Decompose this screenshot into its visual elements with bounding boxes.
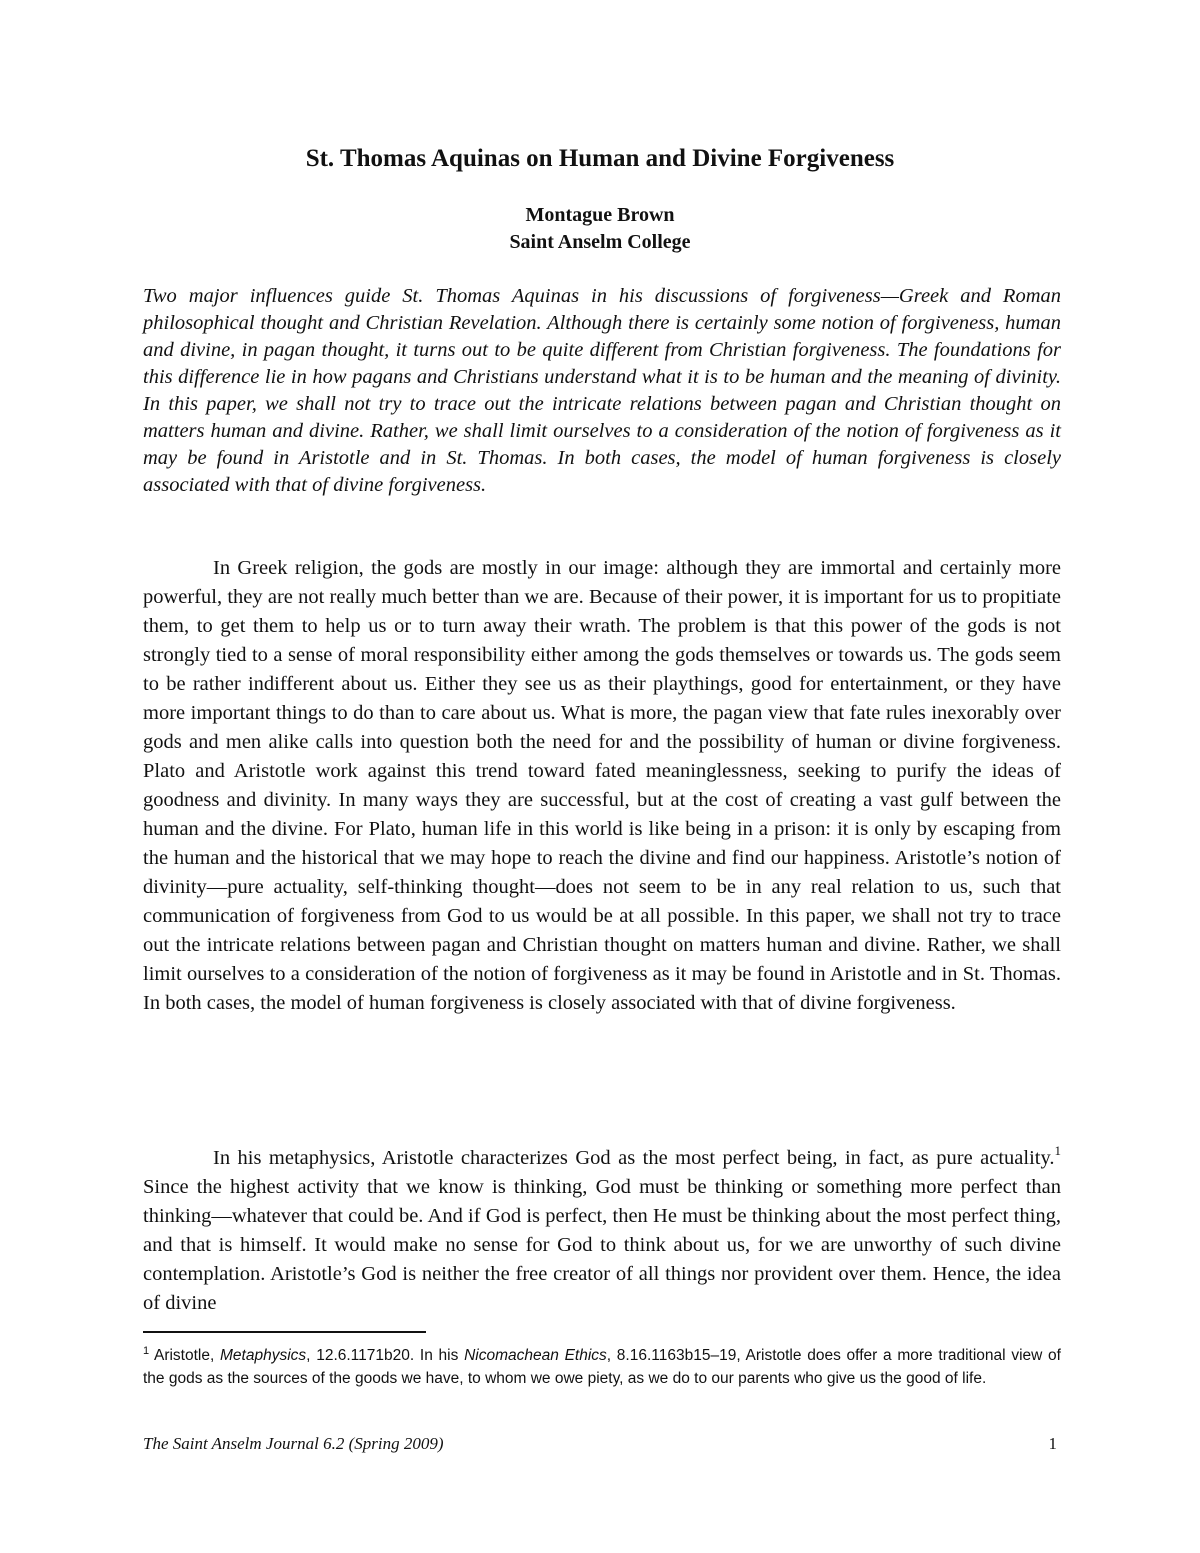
body-paragraph-1: In Greek religion, the gods are mostly in our image: although they are immortal and certainly more powerful, they are not really much better than we are. Because of their power, it is important for us to propitiate them, to get them to help us or to turn away their wrath. The problem is that this power of the gods is not strongly tied to a sense of moral responsibility either among the gods themselves or towards us. The gods seem to be rather indifferent about us. Either they see us as their playthings, good for entertainment, or they have more important things to do than to care about us. What is more, the pagan view that fate rules inexorably over gods and men alike calls into question both the need for and the possibility of human or divine forgiveness. Plato and Aristotle work against this trend toward fated meaninglessness, seeking to purify the ideas of goodness and divinity. In many ways they are successful, but at the cost of creating a vast gulf between the human and the divine. For Plato, human life in this world is like being in a prison: it is only by escaping from the human and the historical that we may hope to reach the divine and find our happiness. Aristotle’s notion of divinity—pure actuality, self-thinking thought—does not seem to be in any real relation to us, such that communication of forgiveness from God to us would be at all possible. In this paper, we shall not try to trace out the intricate relations between pagan and Christian thought on matters human and divine. Rather, we shall limit ourselves to a consideration of the notion of forgiveness as it may be found in Aristotle and in St. Thomas. In both cases, the model of human forgiveness is closely associated with that of divine forgiveness.	[143, 557, 1061, 1014]
footnote-work-title-2: Nicomachean Ethics	[464, 1347, 607, 1364]
body-paragraph-2	[143, 1144, 1061, 1318]
author-name: Montague Brown	[525, 204, 675, 226]
footnote-text-b: , 12.6.1171b20. In his	[306, 1347, 465, 1364]
paper-title: St. Thomas Aquinas on Human and Divine Forgiveness	[305, 145, 895, 172]
footnote-work-title-1: Metaphysics	[220, 1347, 307, 1364]
body-paragraph-2-text-a: In his metaphysics, Aristotle characterizes God as the most perfect being, in fact, as pure actuality.	[213, 1147, 1055, 1169]
page-number: 1	[1048, 1434, 1057, 1453]
journal-citation: The Saint Anselm Journal 6.2 (Spring 2009)	[143, 1434, 444, 1453]
footnote-1	[143, 1344, 1061, 1390]
footnote-text-c: , 8.16.1163b15–19, Aristotle does offer a more traditional view of the gods as the sources of the goods we have, to whom we owe piety, as we do to our parents who give us the good of life.	[143, 1347, 1061, 1387]
footnote-reference[interactable]: 1	[1054, 1143, 1061, 1158]
body-paragraph-2-text-b: Since the highest activity that we know is thinking, God must be thinking or something more perfect than thinking—whatever that could be. And if God is perfect, then He must be thinking about the most perfect thing, and that is himself. It would make no sense for God to think about us, for we are unworthy of such divine contemplation. Aristotle’s God is neither the free creator of all things nor provident over them. Hence, the idea of divine	[143, 1176, 1061, 1314]
author-affiliation: Saint Anselm College	[509, 231, 691, 253]
footnote-text-a: Aristotle,	[149, 1347, 221, 1364]
footnote-number: 1	[143, 1345, 150, 1357]
abstract: Two major influences guide St. Thomas Aquinas in his discussions of forgiveness—Greek and Roman philosophical thought and Christian Revelation. Although there is certainly some notion of forgiveness, human and divine, in pagan thought, it turns out to be quite different from Christian forgiveness. The foundations for this difference lie in how pagans and Christians understand what it is to be human and the meaning of divinity. In this paper, we shall not try to trace out the intricate relations between pagan and Christian thought on matters human and divine. Rather, we shall limit ourselves to a consideration of the notion of forgiveness as it may be found in Aristotle and in St. Thomas. In both cases, the model of human forgiveness is closely associated with that of divine forgiveness.	[143, 285, 1061, 496]
footnote-separator	[143, 1331, 426, 1333]
